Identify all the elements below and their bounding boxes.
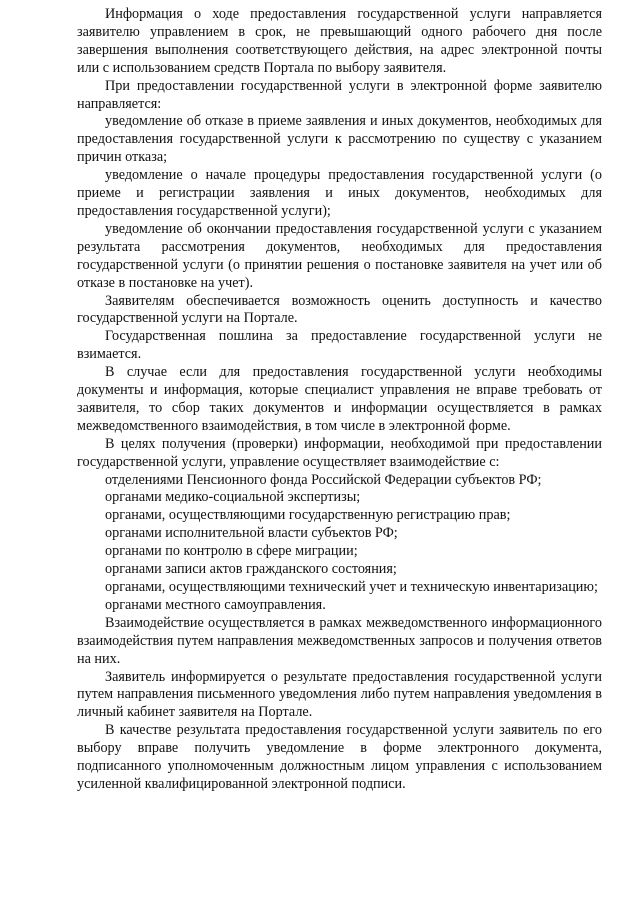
list-item-executive-authorities: органами исполнительной власти субъектов РФ; [105, 525, 398, 542]
list-item-technical-inventory: органами, осуществляющими технический учет и техническую инвентаризацию; [105, 579, 598, 595]
list-item-local-government: органами местного самоуправления. [105, 596, 326, 613]
list-item-civil-registry: органами записи актов гражданского состояния; [105, 561, 397, 578]
list-item-medical-expertise: органами медико-социальной экспертизы; [105, 489, 361, 506]
list-item-rights-registration: органами, осуществляющими государственную регистрацию прав; [105, 507, 511, 524]
paragraph-interaction-framework: Взаимодействие осуществляется в рамках межведомственного информационного взаимодействия путем направления межведомственных запросов и получения ответов на них. [77, 614, 602, 667]
document-page [77, 6, 602, 794]
paragraph-result-information: Заявитель информируется о результате предоставления государственной услуги путем направления письменного уведомления либо путем направления уведомления в личный кабинет заявителя на Портале. [77, 668, 602, 721]
paragraph-electronic-result: В качестве результата предоставления государственной услуги заявитель по его выбору вправе получить уведомление в форме электронного документа, подписанного уполномоченным должностным лицом управления с использованием усиленной квалифицированной электронной подписи. [77, 722, 602, 792]
paragraph-interagency-collection: В случае если для предоставления государственной услуги необходимы документы и информация, которые специалист управления не вправе требовать от заявителя, то сбор таких документов и информации осуществляется в рамках межведомственного взаимодействия, в том числе в электронной форме. [77, 364, 602, 434]
paragraph-quality-rating: Заявителям обеспечивается возможность оценить доступность и качество государственной услуги на Портале. [77, 292, 602, 327]
paragraph-state-fee: Государственная пошлина за предоставление государственной услуги не взимается. [77, 328, 602, 363]
paragraph-electronic-form-intro: При предоставлении государственной услуги в электронной форме заявителю направляется: [77, 77, 602, 112]
paragraph-refusal-notice: уведомление об отказе в приеме заявления и иных документов, необходимых для предоставления государственной услуги к рассмотрению по существу с указанием причин отказа; [77, 113, 602, 166]
list-item-pension-fund: отделениями Пенсионного фонда Российской Федерации субъектов РФ; [105, 471, 542, 488]
paragraph-interaction-intro: В целях получения (проверки) информации, необходимой при предоставлении государственной услуги, управление осуществляет взаимодействие с: [77, 435, 602, 470]
list-item-migration-control: органами по контролю в сфере миграции; [105, 543, 358, 560]
paragraph-completion-notice: уведомление об окончании предоставления государственной услуги с указанием результата рассмотрения документов, необходимых для предоставления государственной услуги (о принятии решения о постановке заявителя на учет или об отказе в постановке на учет). [77, 220, 602, 291]
paragraph-start-notice: уведомление о начале процедуры предоставления государственной услуги (о приеме и регистрации заявления и иных документов, необходимых для предоставления государственной услуги); [77, 167, 602, 219]
paragraph-notification-progress: Информация о ходе предоставления государственной услуги направляется заявителю управлением в срок, не превышающий одного рабочего дня после завершения выполнения соответствующего действия, на адрес электронной почты или с использованием средств Портала по выбору заявителя. [77, 6, 602, 76]
